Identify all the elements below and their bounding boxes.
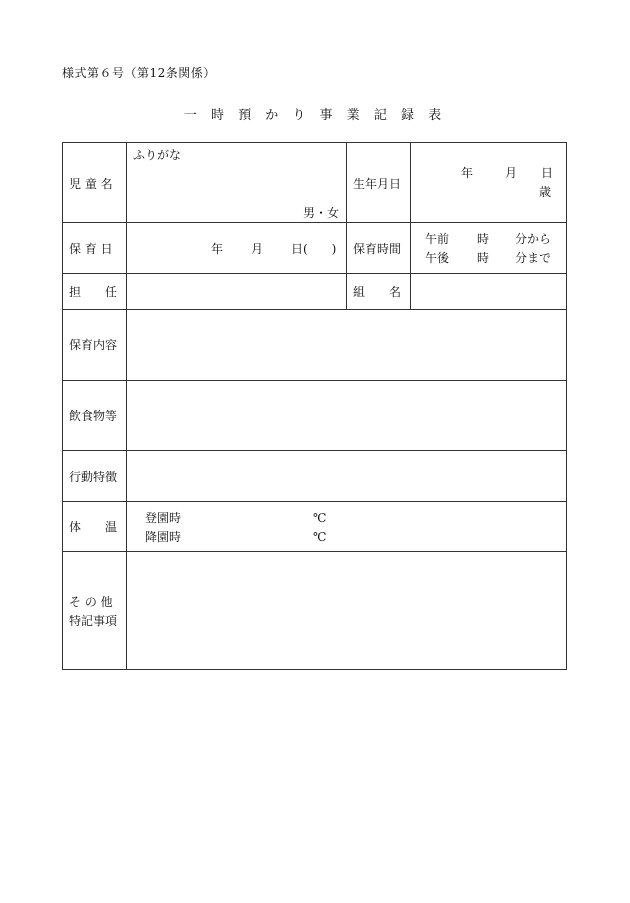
start-hour-unit: 時 bbox=[477, 232, 490, 246]
row-teacher bbox=[63, 274, 566, 310]
care-day-weekday: 日( ) bbox=[291, 242, 337, 256]
label-care-date: 保 育 日 bbox=[69, 242, 113, 256]
birth-day-unit: 日 bbox=[541, 166, 554, 180]
care-date-field[interactable] bbox=[126, 223, 346, 273]
label-food: 飲食物等 bbox=[69, 409, 118, 423]
document-title: 一 時 預 か り 事 業 記 録 表 bbox=[183, 108, 447, 123]
gender-option[interactable]: 男・女 bbox=[303, 206, 340, 220]
form-number: 様式第６号（第12条関係） bbox=[62, 66, 216, 80]
departure-label: 降園時 bbox=[145, 530, 182, 544]
arrival-label: 登園時 bbox=[145, 511, 182, 525]
row-child-name bbox=[63, 143, 566, 223]
class-field[interactable] bbox=[410, 274, 566, 309]
behavior-field[interactable] bbox=[126, 451, 566, 501]
end-minute-unit: 分まで bbox=[515, 251, 552, 265]
label-temperature: 体 温 bbox=[69, 520, 118, 534]
row-food bbox=[63, 381, 566, 451]
child-name-field[interactable] bbox=[126, 143, 346, 222]
label-behavior: 行動特徴 bbox=[69, 470, 118, 484]
label-class: 組 名 bbox=[353, 285, 402, 299]
label-cell-care-time bbox=[346, 223, 410, 273]
label-cell-birthdate bbox=[346, 143, 410, 222]
label-teacher: 担 任 bbox=[69, 285, 118, 299]
label-cell-temperature bbox=[63, 502, 126, 551]
label-notes-line1: そ の 他 bbox=[69, 595, 113, 609]
label-cell-child-name bbox=[63, 143, 126, 222]
label-notes-line2: 特記事項 bbox=[69, 614, 118, 628]
end-hour-unit: 時 bbox=[477, 251, 490, 265]
record-form-table bbox=[62, 142, 567, 670]
row-notes bbox=[63, 552, 566, 669]
label-cell-behavior bbox=[63, 451, 126, 501]
label-birthdate: 生年月日 bbox=[353, 177, 402, 191]
label-care-content: 保育内容 bbox=[69, 338, 118, 352]
start-minute-unit: 分から bbox=[515, 232, 552, 246]
label-cell-food bbox=[63, 381, 126, 450]
label-care-time: 保育時間 bbox=[353, 242, 402, 256]
care-time-field[interactable] bbox=[410, 223, 566, 273]
row-temperature bbox=[63, 502, 566, 552]
age-unit: 歳 bbox=[539, 185, 552, 199]
care-content-field[interactable] bbox=[126, 310, 566, 380]
am-label: 午前 bbox=[425, 232, 450, 246]
label-cell-teacher bbox=[63, 274, 126, 309]
teacher-field[interactable] bbox=[126, 274, 346, 309]
temperature-field[interactable] bbox=[126, 502, 566, 551]
birthdate-field[interactable] bbox=[410, 143, 566, 222]
birth-year-unit: 年 bbox=[461, 166, 474, 180]
food-field[interactable] bbox=[126, 381, 566, 450]
row-care-date bbox=[63, 223, 566, 274]
label-child-name: 児 童 名 bbox=[69, 177, 113, 191]
birth-month-unit: 月 bbox=[505, 166, 518, 180]
departure-celsius-unit: ℃ bbox=[313, 530, 327, 544]
arrival-celsius-unit: ℃ bbox=[313, 511, 327, 525]
label-cell-class bbox=[346, 274, 410, 309]
label-cell-care-date bbox=[63, 223, 126, 273]
furigana-label: ふりがな bbox=[133, 148, 182, 162]
notes-field[interactable] bbox=[126, 552, 566, 669]
care-year-unit: 年 bbox=[211, 242, 224, 256]
label-cell-care-content bbox=[63, 310, 126, 380]
care-month-unit: 月 bbox=[251, 242, 264, 256]
label-cell-notes bbox=[63, 552, 126, 669]
row-behavior bbox=[63, 451, 566, 502]
pm-label: 午後 bbox=[425, 251, 450, 265]
row-care-content bbox=[63, 310, 566, 381]
